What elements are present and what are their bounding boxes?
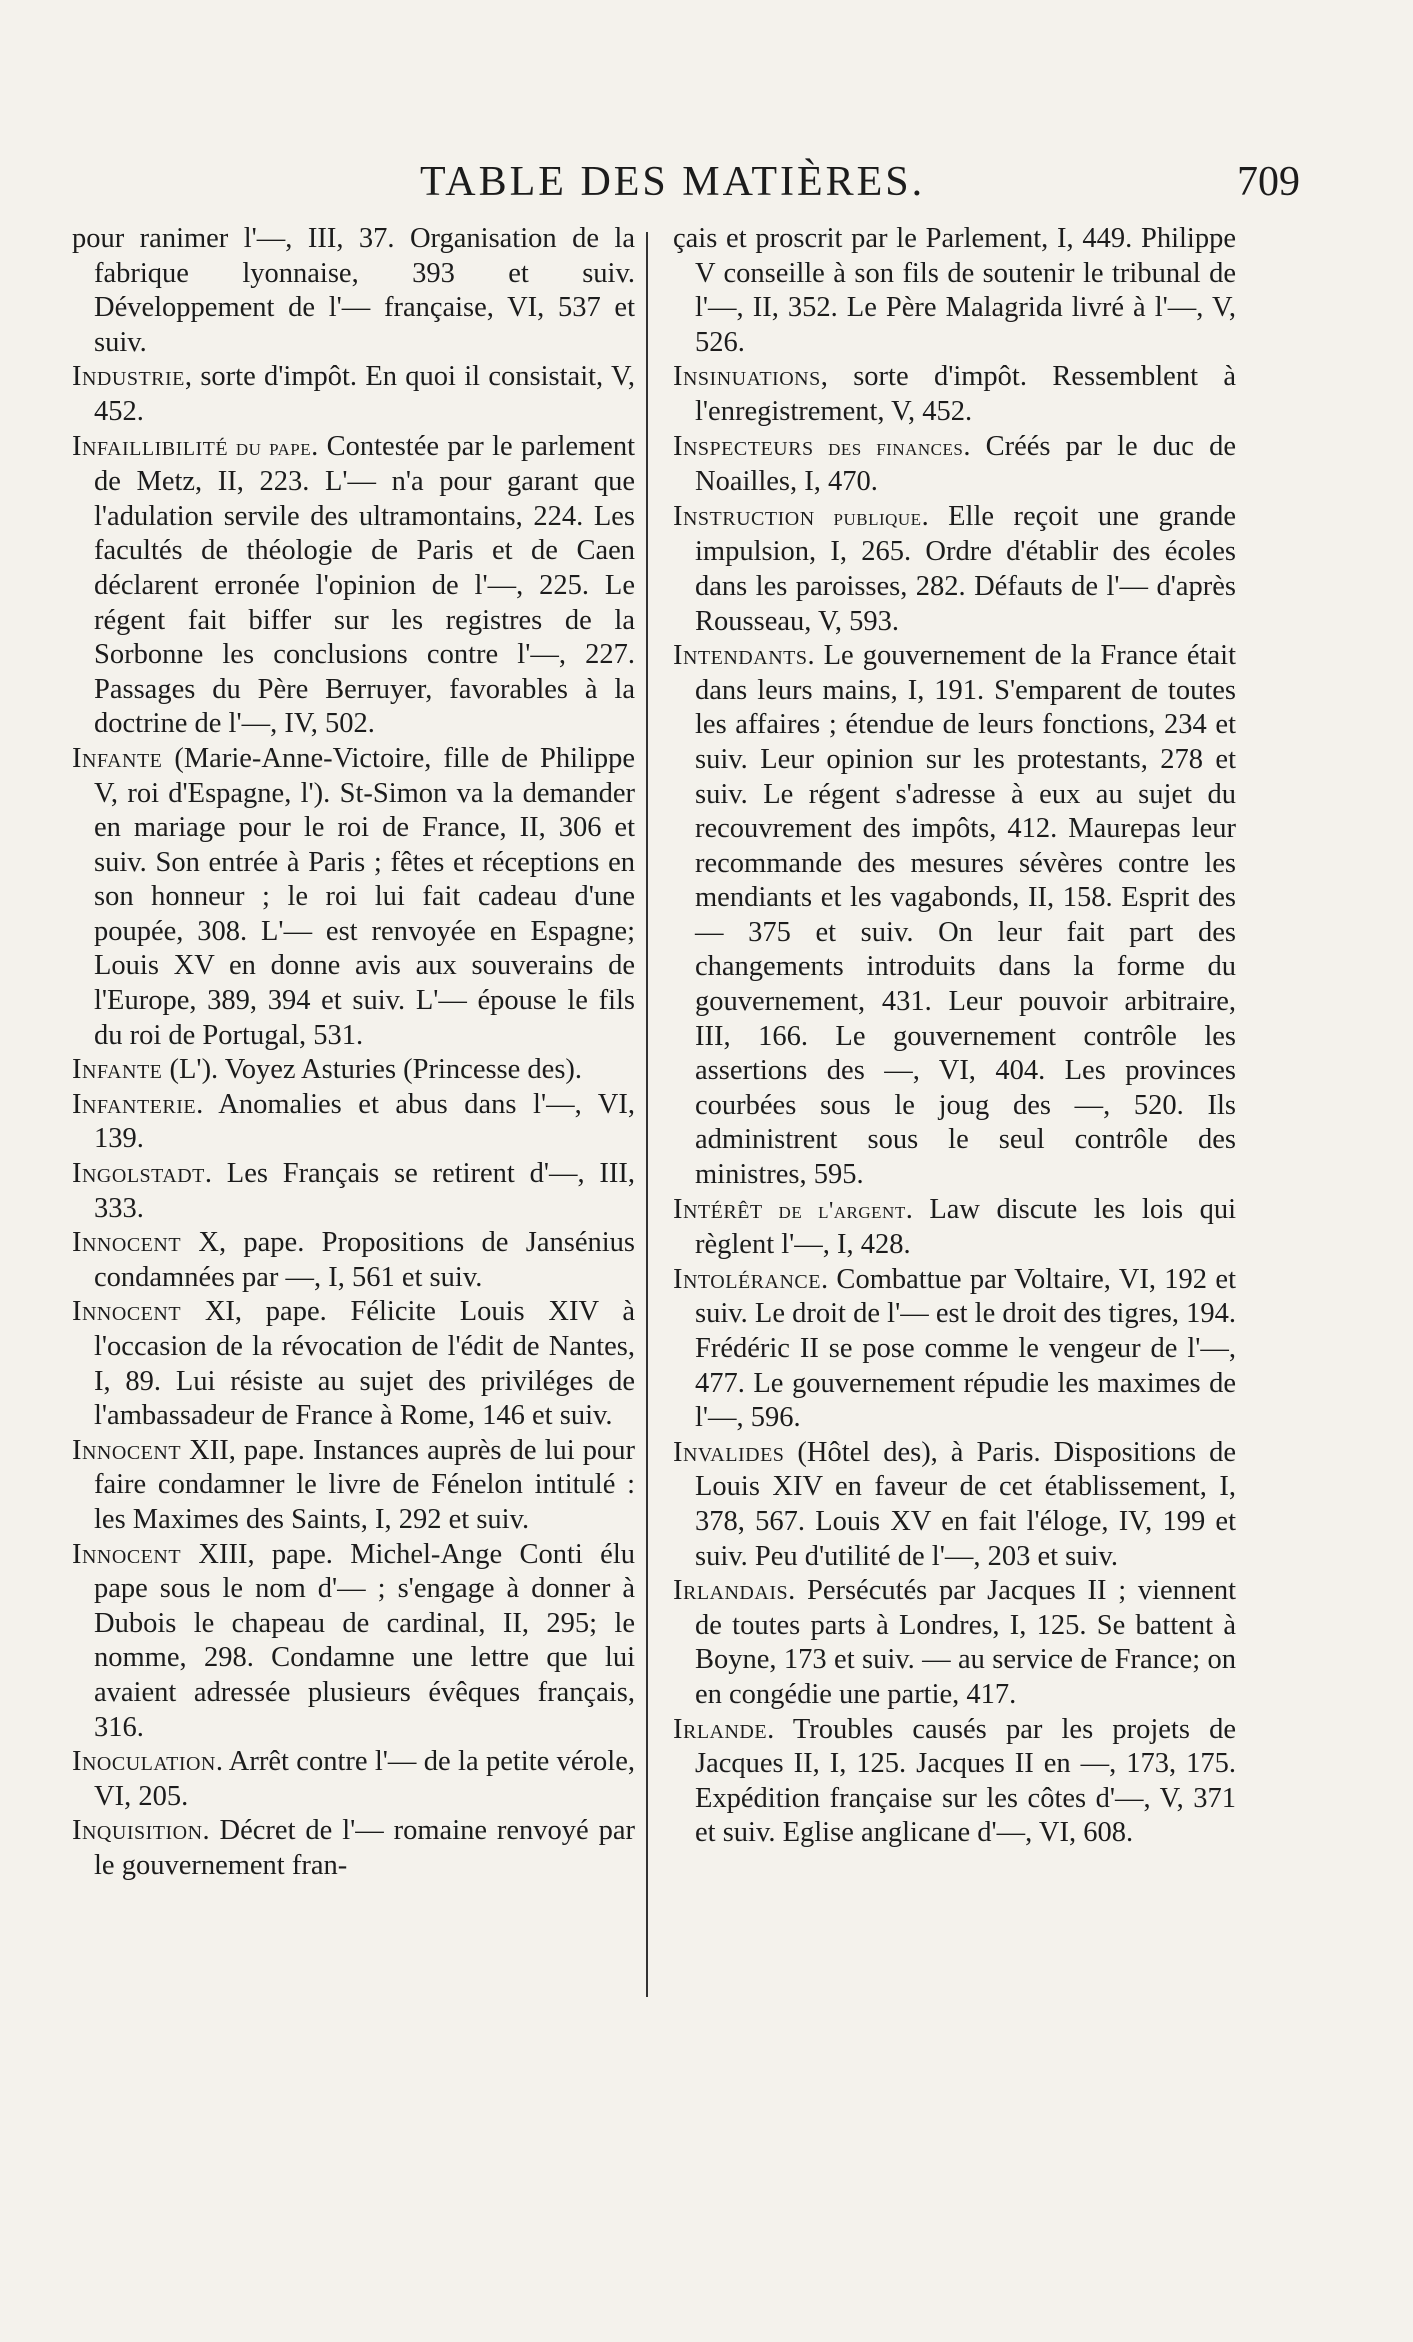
page-header [0, 150, 1413, 210]
entry-text: pour ranimer l'—, III, 37. Organisation de la fabrique lyonnaise, 393 et suiv. Développement de l'— française, VI, 537 et suiv. [72, 223, 635, 358]
index-entry [673, 500, 1236, 639]
right-column [673, 222, 1236, 1851]
entry-headword: Infaillibilité [72, 430, 229, 462]
entry-headword: Instruction [673, 500, 815, 532]
entry-text: (Hôtel des), à Paris. Dispositions de Louis XIV en faveur de cet établissement, I, 378, 567. Louis XV en fait l'éloge, IV, 199 et suiv. Peu d'utilité de l'—, 203 et suiv. [695, 1436, 1236, 1572]
column-divider [646, 232, 648, 1997]
entry-text: XII, pape. Instances auprès de lui pour faire condamner le livre de Fénelon intitulé : les Maximes des Saints, I, 292 et suiv. [94, 1434, 635, 1535]
entry-text: . Les Français se retirent d'—, III, 333. [94, 1158, 635, 1224]
index-entry [673, 360, 1236, 429]
index-entry [72, 1745, 635, 1814]
entry-text: (L'). Voyez Asturies (Princesse des). [162, 1054, 583, 1086]
index-entry [72, 360, 635, 429]
index-entry [72, 1053, 635, 1088]
entry-headword: Innocent [72, 1296, 182, 1328]
entry-headword: Irlande [673, 1713, 768, 1745]
index-entry [673, 222, 1236, 360]
entry-text: . Décret de l'— romaine renvoyé par le gouvernement fran- [94, 1815, 635, 1881]
entry-qualifier: publique [814, 504, 922, 531]
entry-text: . Arrêt contre l'— de la petite vérole, VI, 205. [94, 1746, 635, 1812]
entry-text: . Contestée par le parlement de Metz, II, 223. L'— n'a pour garant que l'adulation servile des ultramontains, 224. Les facultés de théologie de Paris et de Caen déclarent erronée l'opinion de l'—, 225. Le régent fait biffer sur les registres de la Sorbonne les conclusions contre l'—, 227. Passages du Père Berruyer, favorables à la doctrine de l'—, IV, 502. [94, 430, 635, 740]
entry-headword: Ingolstadt [72, 1158, 205, 1190]
index-entry [72, 1295, 635, 1433]
entry-qualifier: du pape [228, 434, 312, 461]
index-entry [673, 1263, 1236, 1436]
entry-headword: Inoculation [72, 1746, 216, 1778]
entry-headword: Inquisition [72, 1815, 203, 1847]
entry-headword: Infanterie [72, 1088, 197, 1120]
entry-text: çais et proscrit par le Parlement, I, 449. Philippe V conseille à son fils de soutenir le tribunal de l'—, II, 352. Le Père Malagrida livré à l'—, V, 526. [673, 223, 1236, 358]
entry-text: . Persécutés par Jacques II ; viennent de toutes parts à Londres, I, 125. Se battent à Boyne, 173 et suiv. — au service de France; on en congédie une partie, 417. [695, 1575, 1236, 1710]
entry-headword: Innocent [72, 1434, 182, 1466]
index-entry [673, 1436, 1236, 1574]
entry-headword: Irlandais [673, 1575, 789, 1607]
entry-qualifier: de l'argent [762, 1197, 906, 1224]
entry-headword: Intolérance [673, 1263, 821, 1295]
running-title: TABLE DES MATIÈRES. [420, 159, 926, 205]
entry-text: XIII, pape. Michel-Ange Conti élu pape sous le nom d'— ; s'engage à donner à Dubois le chapeau de cardinal, II, 295; le nomme, 298. Condamne une lettre que lui avaient adressée plusieurs évêques français, 316. [94, 1538, 635, 1743]
entry-text: . Law discute les lois qui règlent l'—, I, 428. [695, 1193, 1237, 1261]
entry-headword: Inspecteurs [673, 430, 814, 462]
entry-headword: Infante [72, 1054, 163, 1086]
index-entry [673, 1713, 1236, 1851]
entry-text: X, pape. Propositions de Jansénius condamnées par —, I, 561 et suiv. [94, 1227, 635, 1293]
entry-text: . Combattue par Voltaire, VI, 192 et suiv. Le droit de l'— est le droit des tigres, 194. Frédéric II se pose comme le vengeur de l'—, 477. Le gouvernement répudie les maximes de l'—, 596. [695, 1263, 1236, 1434]
entry-text: . Elle reçoit une grande impulsion, I, 265. Ordre d'établir des écoles dans les paroisses, 282. Défauts de l'— d'après Rousseau, V, 593. [695, 500, 1236, 637]
entry-headword: Intérêt [673, 1193, 763, 1225]
page-number: 709 [1237, 159, 1300, 205]
index-entry [673, 1574, 1236, 1712]
left-column [72, 222, 635, 1884]
index-entry [72, 1226, 635, 1295]
entry-text: . Troubles causés par les projets de Jacques II, I, 125. Jacques II en —, 173, 175. Expédition française sur les côtes d'—, V, 371 et suiv. Eglise anglicane d'—, VI, 608. [695, 1713, 1236, 1849]
entry-text: XI, pape. Félicite Louis XIV à l'occasion de la révocation de l'édit de Nantes, I, 89. Lui résiste au sujet des priviléges de l'ambassadeur de France à Rome, 146 et suiv. [94, 1296, 635, 1432]
entry-headword: Innocent [72, 1538, 182, 1570]
entry-headword: Infante [72, 742, 163, 774]
index-entry [72, 1157, 635, 1226]
index-entry [72, 430, 635, 742]
entry-headword: Insinuations [673, 361, 821, 393]
index-entry [72, 1434, 635, 1538]
entry-headword: Invalides [673, 1436, 785, 1468]
index-entry [72, 742, 635, 1053]
index-entry [72, 1538, 635, 1746]
index-entry [673, 1193, 1236, 1263]
entry-text: . Le gouvernement de la France était dans leurs mains, I, 191. S'emparent de toutes les affaires ; étendue de leurs fonctions, 234 et suiv. Leur opinion sur les protestants, 278 et suiv. Le régent s'adresse à eux au sujet du recouvrement des impôts, 412. Maurepas leur recommande des mesures sévères contre les mendiants et les vagabonds, II, 158. Esprit des — 375 et suiv. On leur fait part des changements introduits dans la forme du gouvernement, 431. Leur pouvoir arbitraire, III, 166. Le gouvernement contrôle les assertions des —, VI, 404. Les provinces courbées sous le joug des —, 520. Ils administrent sous le seul contrôle des ministres, 595. [695, 640, 1236, 1191]
entry-text: (Marie-Anne-Victoire, fille de Philippe V, roi d'Espagne, l'). St-Simon va la demander en mariage pour le roi de France, II, 306 et suiv. Son entrée à Paris ; fêtes et réceptions en son honneur ; le roi lui fait cadeau d'une poupée, 308. L'— est renvoyée en Espagne; Louis XV en donne avis aux souverains de l'Europe, 389, 394 et suiv. L'— épouse le fils du roi de Portugal, 531. [94, 742, 635, 1051]
index-entry [673, 639, 1236, 1193]
index-entry [72, 222, 635, 360]
entry-headword: Industrie [72, 361, 185, 393]
entry-headword: Intendants [673, 640, 808, 672]
entry-qualifier: des finances [813, 434, 964, 461]
index-entry [673, 430, 1236, 500]
entry-text: , sorte d'impôt. En quoi il consistait, V, 452. [94, 361, 635, 427]
entry-text: . Créés par le duc de Noailles, I, 470. [695, 430, 1236, 498]
index-entry [72, 1088, 635, 1157]
entry-headword: Innocent [72, 1227, 182, 1259]
entry-text: . Anomalies et abus dans l'—, VI, 139. [94, 1088, 635, 1155]
entry-text: , sorte d'impôt. Ressemblent à l'enregistrement, V, 452. [695, 361, 1236, 427]
index-entry [72, 1814, 635, 1883]
